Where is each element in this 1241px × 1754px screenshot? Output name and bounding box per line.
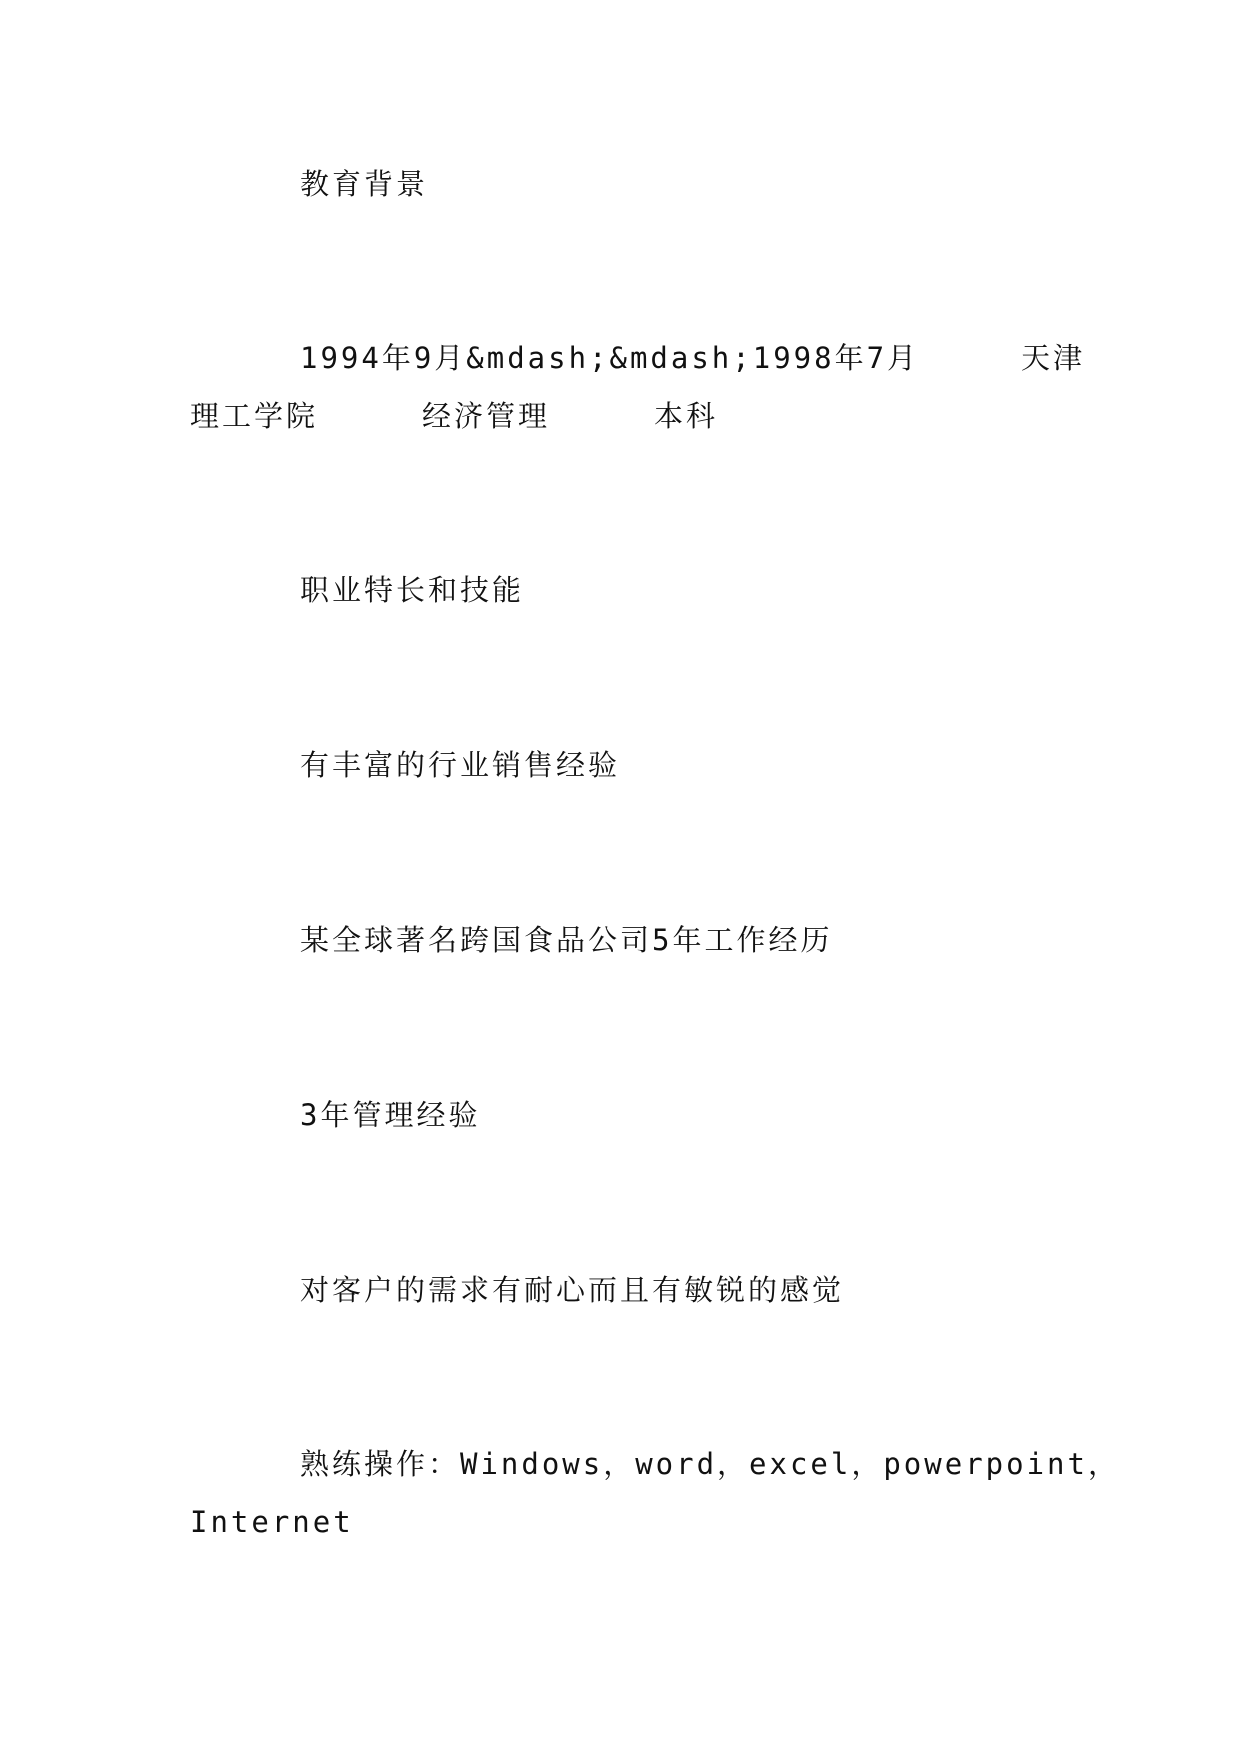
education-degree: 本科 [654, 399, 719, 433]
software-skills-line1: 熟练操作：Windows，word，excel，powerpoint， [300, 1447, 1120, 1481]
software-skills-line2: Internet [190, 1505, 354, 1539]
education-major: 经济管理 [422, 399, 551, 433]
skill-item: 对客户的需求有耐心而且有敏锐的感觉 [300, 1273, 845, 1307]
education-entry-line2 [190, 398, 718, 434]
education-heading: 教育背景 [300, 167, 429, 201]
education-entry-line1 [300, 340, 1085, 376]
education-school-part1: 天津 [1021, 341, 1086, 375]
education-period: 1994年9月&mdash;&mdash;1998年7月 [300, 341, 920, 375]
skill-item: 有丰富的行业销售经验 [300, 748, 621, 782]
skill-item: 3年管理经验 [300, 1098, 481, 1132]
education-school-part2: 理工学院 [190, 399, 319, 433]
skills-heading: 职业特长和技能 [300, 573, 525, 607]
skill-item: 某全球著名跨国食品公司5年工作经历 [300, 923, 833, 957]
